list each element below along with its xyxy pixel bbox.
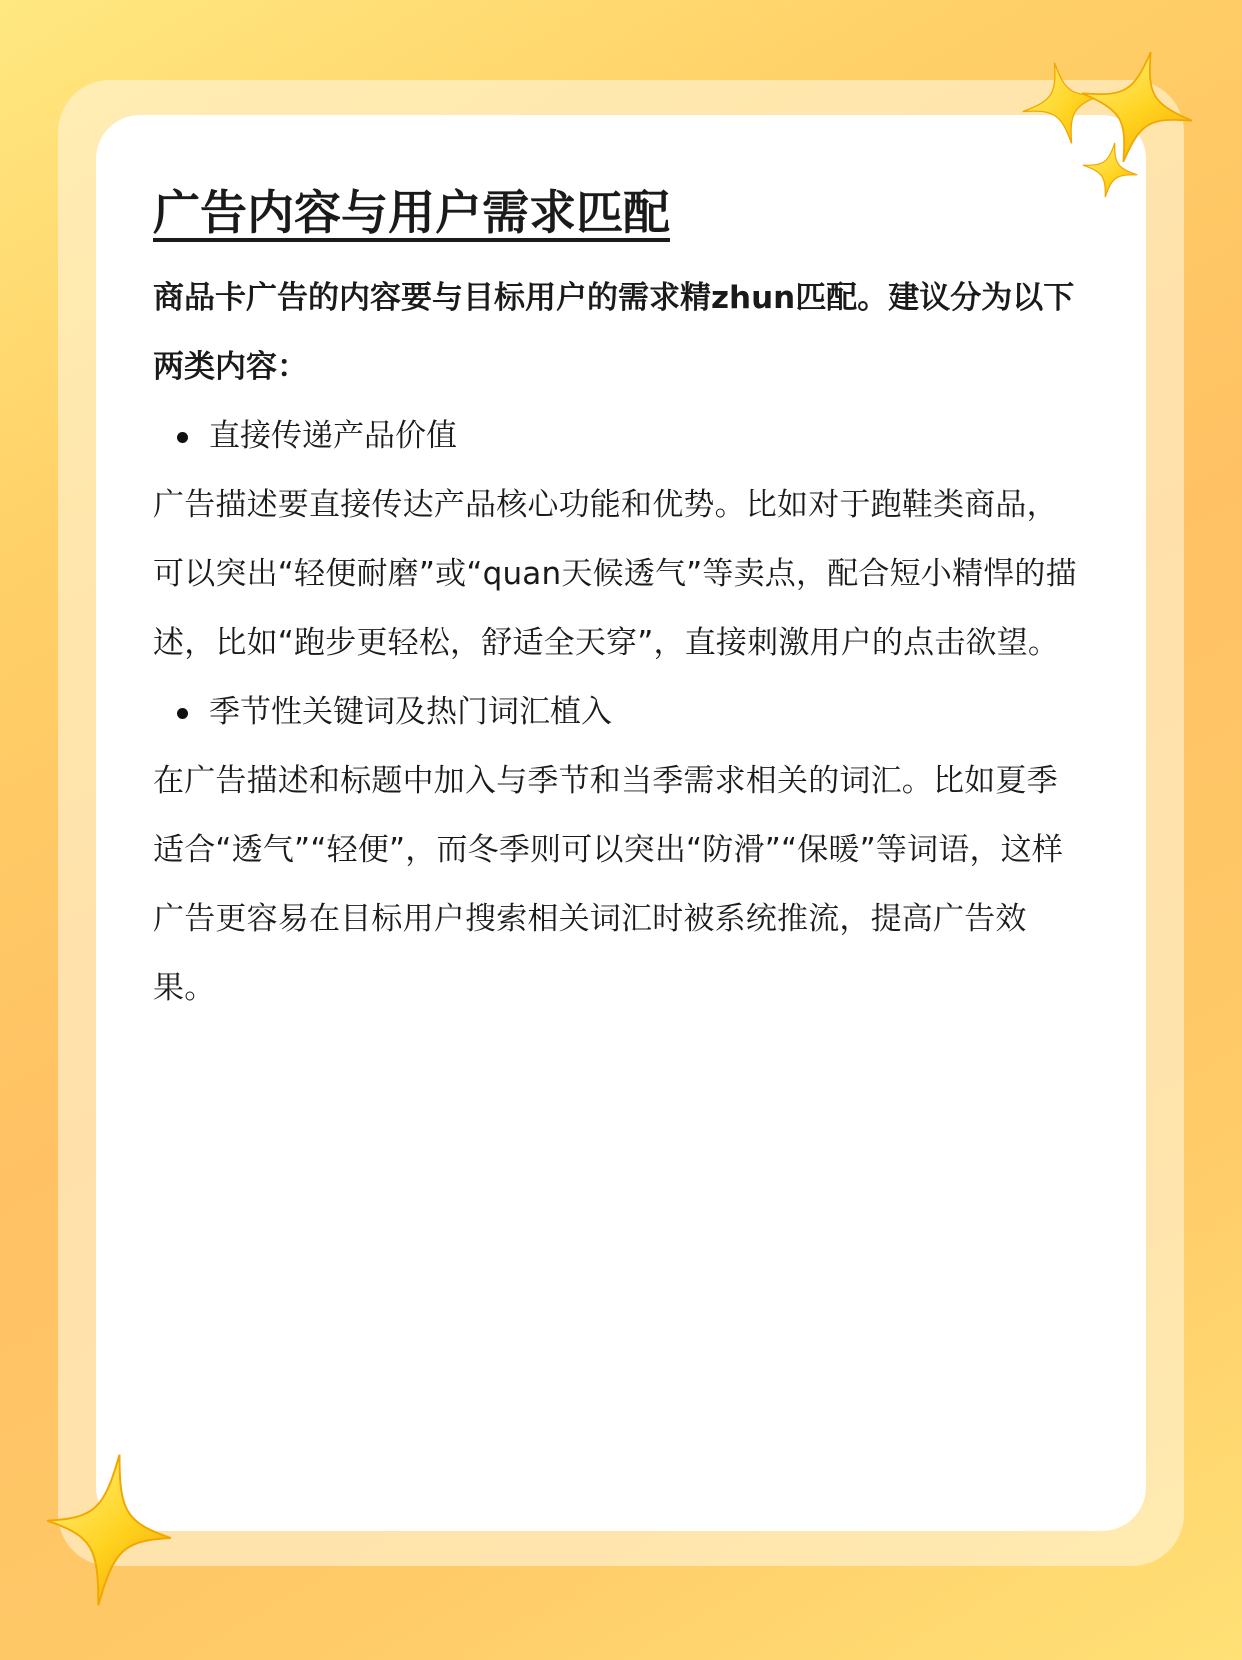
bullet-dot-icon	[177, 432, 188, 443]
bullet-label: 季节性关键词及热门词汇植入	[209, 694, 612, 730]
intro-text: 商品卡广告的内容要与目标用户的需求精zhun匹配。建议分为以下两类内容：	[153, 280, 1075, 385]
section-paragraph-2: 在广告描述和标题中加入与季节和当季需求相关的词汇。比如夏季适合“透气”“轻便”，而冬季则可以突出“防滑”“保暖”等词语，这样广告更容易在目标用户搜索相关词汇时被系统推流，提高广告效果。	[153, 763, 1064, 1006]
section-paragraph-1: 广告描述要直接传达产品核心功能和优势。比如对于跑鞋类商品，可以突出“轻便耐磨”或“quan天候透气”等卖点，配合短小精悍的描述，比如“跑步更轻松，舒适全天穿”，直接刺激用户的点击欲望。	[153, 487, 1077, 661]
list-item-bullet-1	[153, 402, 1085, 471]
page-title: 广告内容与用户需求匹配	[153, 186, 670, 241]
list-item-bullet-2	[153, 678, 1085, 747]
article-content	[153, 168, 1085, 1023]
sparkle-icon-tiny-top	[1080, 140, 1140, 200]
bullet-dot-icon	[177, 708, 188, 719]
sparkle-icon-bottom	[44, 1450, 174, 1610]
bullet-label: 直接传递产品价值	[209, 418, 457, 454]
